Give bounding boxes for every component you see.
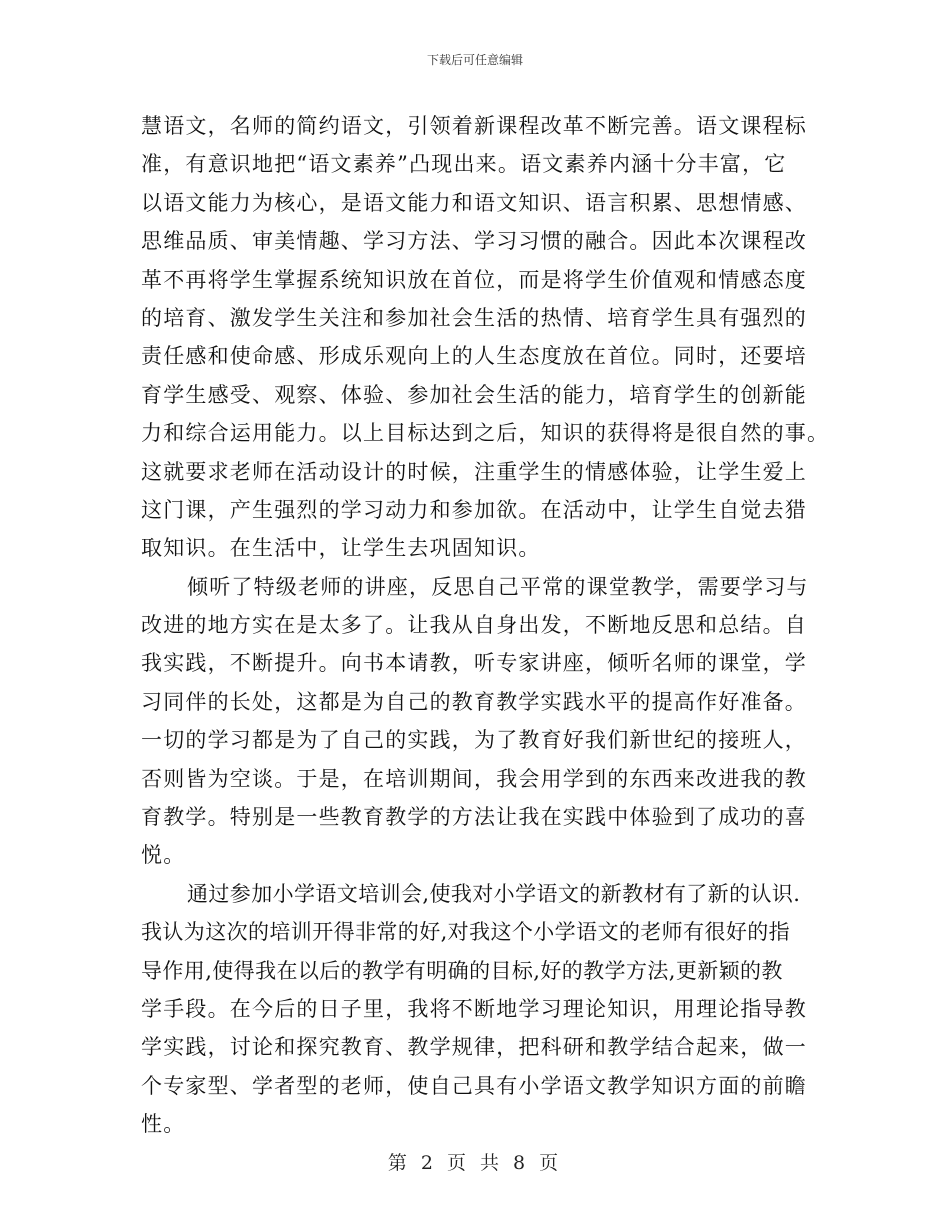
text-line: 我实践，不断提升。向书本请教，听专家讲座，倾听名师的课堂，学: [141, 651, 807, 676]
paragraph-start-line: 倾听了特级老师的讲座，反思自己平常的课堂教学，需要学习与: [187, 574, 809, 599]
text-line: 我认为这次的培训开得非常的好,对我这个小学语文的老师有很好的指: [141, 920, 791, 945]
page-number-footer: 第 2 页 共 8 页: [387, 1152, 563, 1174]
document-body: [141, 107, 830, 1144]
text-line: 取知识。在生活中，让学生去巩固知识。: [141, 536, 541, 561]
text-line: 责任感和使命感、形成乐观向上的人生态度放在首位。同时，还要培: [141, 344, 807, 369]
text-line: 这就要求老师在活动设计的时候，注重学生的情感体验，让学生爱上: [141, 459, 807, 484]
text-line: 悦。: [141, 843, 186, 868]
text-line: 性。: [141, 1112, 186, 1137]
text-line: 革不再将学生掌握系统知识放在首位，而是将学生价值观和情感态度: [141, 267, 807, 292]
text-line: 育学生感受、观察、体验、参加社会生活的能力，培育学生的创新能: [141, 382, 807, 407]
page-header: 下载后可任意编辑: [426, 53, 523, 67]
text-line: 一切的学习都是为了自己的实践，为了教育好我们新世纪的接班人，: [141, 728, 807, 753]
text-line: 学实践，讨论和探究教育、教学规律，把科研和教学结合起来，做一: [141, 1035, 807, 1060]
text-line: 力和综合运用能力。以上目标达到之后，知识的获得将是很自然的事。: [141, 421, 830, 446]
text-line: 改进的地方实在是太多了。让我从自身出发，不断地反思和总结。自: [141, 613, 807, 638]
text-line: 准，有意识地把“语文素养”凸现出来。语文素养内涵十分丰富，它: [141, 152, 787, 177]
text-line: 的培育、激发学生关注和参加社会生活的热情、培育学生具有强烈的: [141, 305, 807, 330]
text-line: 导作用,使得我在以后的教学有明确的目标,好的教学方法,更新颖的教: [141, 958, 783, 983]
text-line: 思维品质、审美情趣、学习方法、学习习惯的融合。因此本次课程改: [141, 229, 807, 254]
text-line: 育教学。特别是一些教育教学的方法让我在实践中体验到了成功的喜: [141, 805, 807, 830]
text-line: 慧语文，名师的简约语文，引领着新课程改革不断完善。语文课程标: [141, 114, 807, 138]
text-line: 否则皆为空谈。于是，在培训期间，我会用学到的东西来改进我的教: [141, 766, 807, 791]
text-line: 习同伴的长处，这都是为自己的教育教学实践水平的提高作好准备。: [141, 689, 807, 714]
text-line: 这门课，产生强烈的学习动力和参加欲。在活动中，让学生自觉去猎: [141, 497, 807, 522]
text-line: 个专家型、学者型的老师，使自己具有小学语文教学知识方面的前瞻: [141, 1073, 807, 1098]
text-line: 学手段。在今后的日子里，我将不断地学习理论知识，用理论指导教: [141, 996, 807, 1021]
paragraph-start-line: 通过参加小学语文培训会,使我对小学语文的新教材有了新的认识.: [187, 881, 801, 906]
text-line: 以语文能力为核心，是语文能力和语文知识、语言积累、思想情感、: [141, 190, 807, 215]
